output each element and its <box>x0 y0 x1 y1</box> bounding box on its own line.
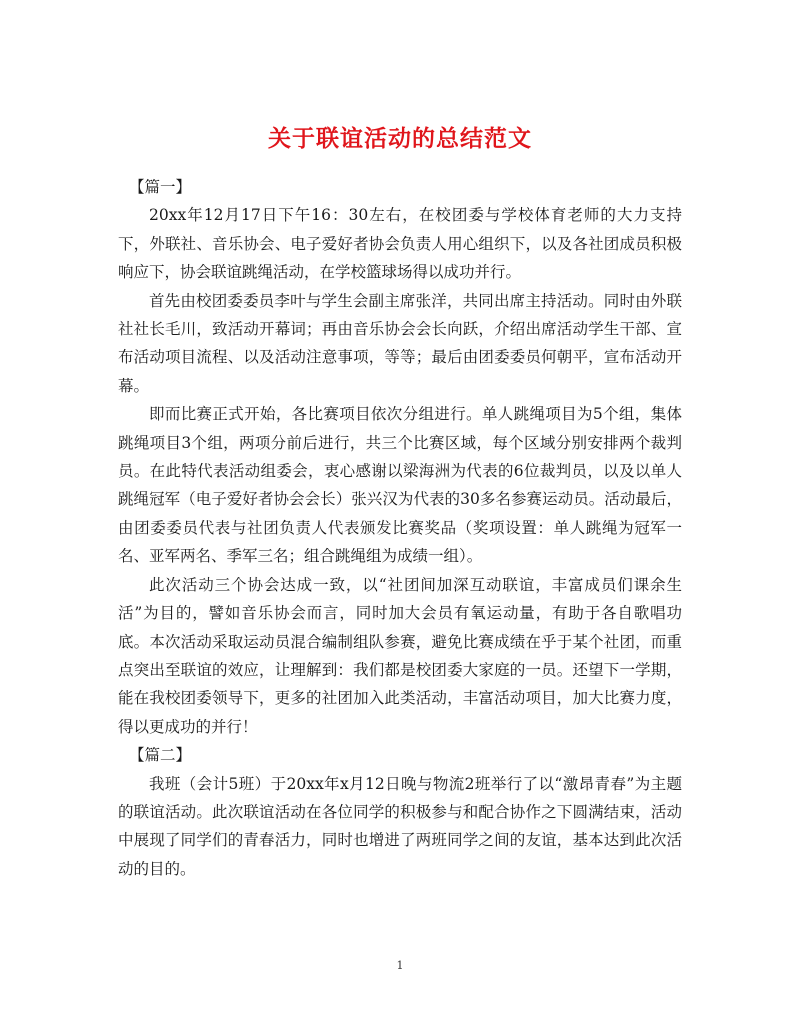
paragraph: 20xx年12月17日下午16：30左右，在校团委与学校体育老师的大力支持下，外联社、音乐协会、电子爱好者协会负责人用心组织下，以及各社团成员积极响应下，协会联谊跳绳活动，在学校篮球场得以成功并行。 <box>118 206 682 282</box>
paragraph: 首先由校团委委员李叶与学生会副主席张洋，共同出席主持活动。同时由外联社社长毛川，致活动开幕词；再由音乐协会会长向跃，介绍出席活动学生干部、宣布活动项目流程、以及活动注意事项，等等；最后由团委委员何朝平，宣布活动开幕。 <box>118 291 682 395</box>
page-number: 1 <box>396 959 404 972</box>
paragraph: 即而比赛正式开始，各比赛项目依次分组进行。单人跳绳项目为5个组，集体跳绳项目3个组，两项分前后进行，共三个比赛区域，每个区域分别安排两个裁判员。在此特代表活动组委会，衷心感谢以梁海洲为代表的6位裁判员，以及以单人跳绳冠军（电子爱好者协会会长）张兴汉为代表的30多名参赛运动员。活动最后，由团委委员代表与社团负责人代表颁发比赛奖品（奖项设置：单人跳绳为冠军一名、亚军两名、季军三名；组合跳绳组为成绩一组）。 <box>118 405 682 566</box>
section-heading: 【篇一】 <box>129 178 192 196</box>
paragraph: 此次活动三个协会达成一致，以“社团间加深互动联谊，丰富成员们课余生活”为目的，譬如音乐协会而言，同时加大会员有氧运动量，有助于各自歌唱功底。本次活动采取运动员混合编制组队参赛，避免比赛成绩在乎于某个社团，而重点突出至联谊的效应，让理解到：我们都是校团委大家庭的一员。还望下一学期，能在我校团委领导下，更多的社团加入此类活动，丰富活动项目，加大比赛力度，得以更成功的并行！ <box>118 575 682 736</box>
section-heading: 【篇二】 <box>129 746 192 765</box>
paragraph: 我班（会计5班）于20xx年x月12日晚与物流2班举行了以“激昂青春”为主题的联谊活动。此次联谊活动在各位同学的积极参与和配合协作之下圆满结束，活动中展现了同学们的青春活力，同时也增进了两班同学之间的友谊，基本达到此次活动的目的。 <box>118 774 682 878</box>
document-body <box>118 173 682 883</box>
document-title: 关于联谊活动的总结范文 <box>268 125 532 153</box>
